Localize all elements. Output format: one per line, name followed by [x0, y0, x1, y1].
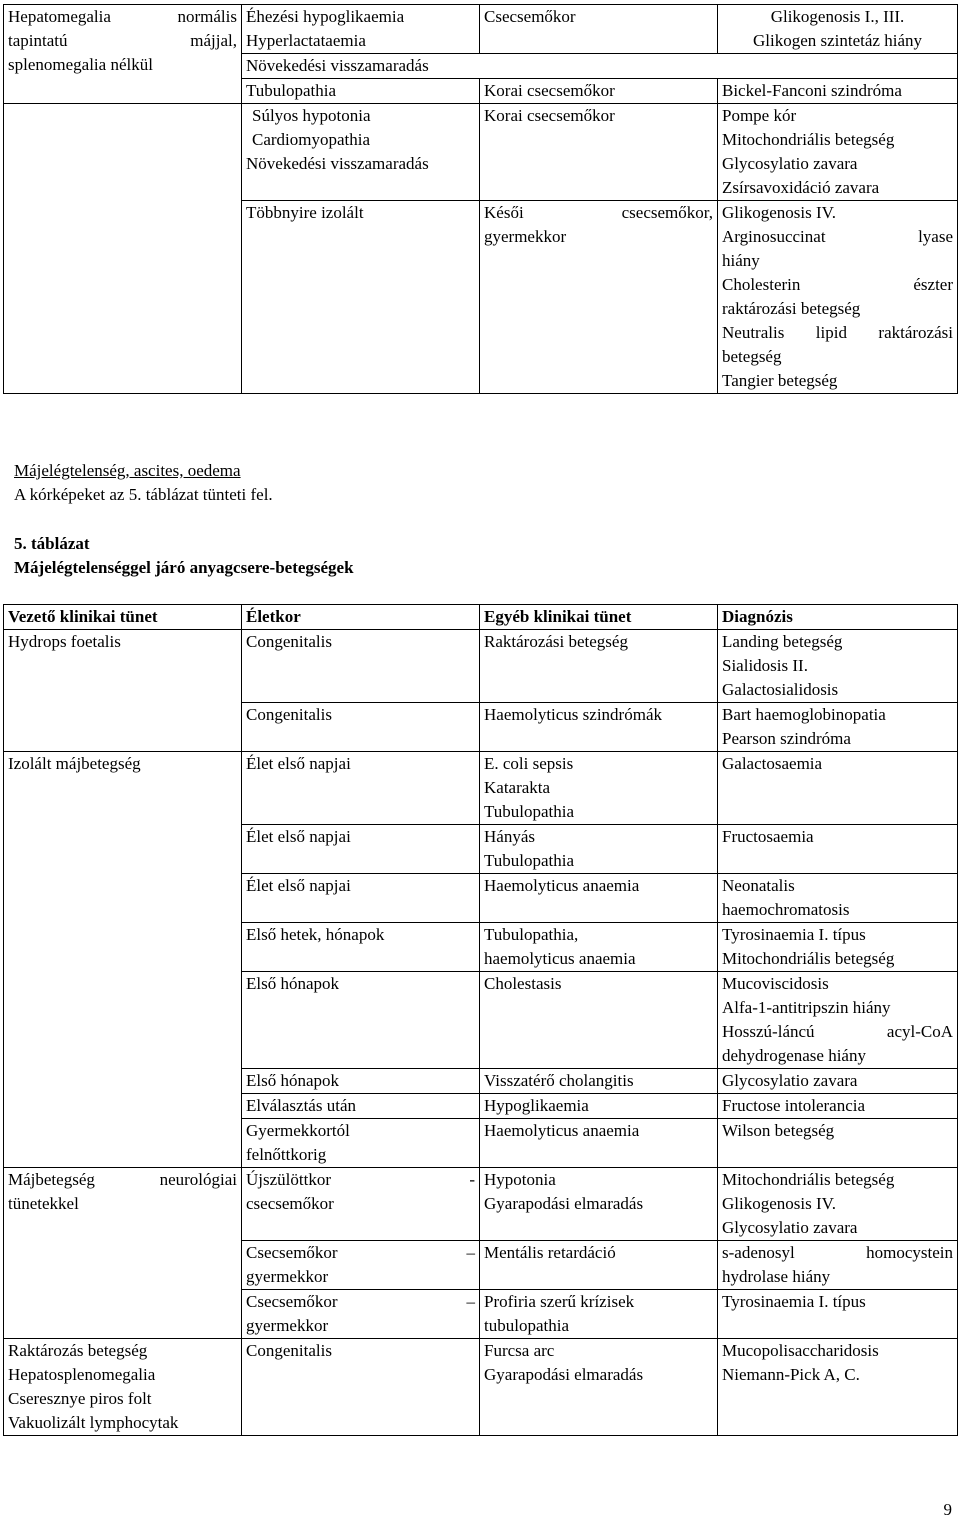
table-cell: Furcsa arc Gyarapodási elmaradás — [480, 1339, 718, 1436]
table-cell: Csecsemőkor – gyermekkor — [242, 1290, 480, 1339]
column-header: Vezető klinikai tünet — [4, 605, 242, 630]
table-cell: Csecsemőkor – gyermekkor — [242, 1241, 480, 1290]
table-cell: Késői csecsemőkor, gyermekkor — [480, 201, 718, 394]
table-cell: Hypotonia Gyarapodási elmaradás — [480, 1168, 718, 1241]
table-cell: Hypoglikaemia — [480, 1094, 718, 1119]
table-cell: Congenitalis — [242, 703, 480, 752]
table-cell: Haemolyticus szindrómák — [480, 703, 718, 752]
table-cell: Tubulopathia — [242, 79, 480, 104]
table-cell: Glikogenosis I., III. Glikogen szintetáz hiány — [718, 5, 958, 54]
top-table — [3, 4, 958, 104]
table-row — [4, 752, 958, 825]
table-cell: Bickel-Fanconi szindróma — [718, 79, 958, 104]
table-header-row — [4, 605, 958, 630]
table-cell: Fructose intolerancia — [718, 1094, 958, 1119]
table-cell: Tyrosinaemia I. típus Mitochondriális betegség — [718, 923, 958, 972]
table-cell: Fructosaemia — [718, 825, 958, 874]
table-row — [4, 1168, 958, 1241]
table-cell: Gyermekkortól felnőttkorig — [242, 1119, 480, 1168]
table-cell: Mucopolisaccharidosis Niemann-Pick A, C. — [718, 1339, 958, 1436]
table-cell: Pompe kór Mitochondriális betegség Glycosylatio zavara Zsírsavoxidáció zavara — [718, 104, 958, 201]
table-cell: Hepatomegalia normális tapintatú májjal, splenomegalia nélkül — [4, 5, 242, 104]
table-title: Májelégtelenséggel járó anyagcsere-betegségek — [14, 558, 354, 577]
table-row — [4, 630, 958, 703]
section-heading: Májelégtelenség, ascites, oedema — [14, 461, 241, 480]
table-cell: Raktározás betegség Hepatosplenomegalia Cseresznye piros folt Vakuolizált lymphocytak — [4, 1339, 242, 1436]
table-cell: Csecsemőkor — [480, 5, 718, 54]
table-cell: Raktározási betegség — [480, 630, 718, 703]
table-cell: Élet első napjai — [242, 825, 480, 874]
column-header: Egyéb klinikai tünet — [480, 605, 718, 630]
table-cell: Hydrops foetalis — [4, 630, 242, 752]
table-cell: Súlyos hypotonia Cardiomyopathia Növekedési visszamaradás — [242, 104, 480, 201]
table-cell: Landing betegség Sialidosis II. Galactosialidosis — [718, 630, 958, 703]
table-cell: Májbetegség neurológiai tünetekkel — [4, 1168, 242, 1339]
table-cell: Neonatalis haemochromatosis — [718, 874, 958, 923]
table-cell: Izolált májbetegség — [4, 752, 242, 1168]
section-intro: A kórképeket az 5. táblázat tünteti fel. — [14, 485, 273, 504]
table-cell: Glikogenosis IV. Arginosuccinat lyase hiány Cholesterin észter raktározási betegség Neutralis lipid raktározási betegség Tangier betegség — [718, 201, 958, 394]
table-cell: Elválasztás után — [242, 1094, 480, 1119]
table-cell: Congenitalis — [242, 1339, 480, 1436]
table-cell — [4, 104, 242, 394]
table-cell: Mitochondriális betegség Glikogenosis IV. Glycosylatio zavara — [718, 1168, 958, 1241]
table-cell: Éhezési hypoglikaemia Hyperlactataemia — [242, 5, 480, 54]
table-cell: Első hónapok — [242, 1069, 480, 1094]
table-row — [4, 1339, 958, 1436]
table-cell: Tubulopathia, haemolyticus anaemia — [480, 923, 718, 972]
column-header: Életkor — [242, 605, 480, 630]
table-cell: Visszatérő cholangitis — [480, 1069, 718, 1094]
table-cell: Wilson betegség — [718, 1119, 958, 1168]
table-cell: Glycosylatio zavara — [718, 1069, 958, 1094]
column-header: Diagnózis — [718, 605, 958, 630]
table-number: 5. táblázat — [14, 534, 90, 553]
table-cell: Mucoviscidosis Alfa-1-antitripszin hiány Hosszú-láncú acyl-CoA dehydrogenase hiány — [718, 972, 958, 1069]
table-cell: Első hetek, hónapok — [242, 923, 480, 972]
table-cell: Élet első napjai — [242, 752, 480, 825]
table-5 — [3, 604, 958, 1436]
table-row — [4, 5, 958, 54]
page-number: 9 — [943, 1500, 952, 1519]
table-cell: Újszülöttkor - csecsemőkor — [242, 1168, 480, 1241]
table-cell: Profiria szerű krízisek tubulopathia — [480, 1290, 718, 1339]
table-cell: Élet első napjai — [242, 874, 480, 923]
top-table-lower — [3, 103, 958, 394]
table-cell: Korai csecsemőkor — [480, 79, 718, 104]
table-cell: Congenitalis — [242, 630, 480, 703]
table-row — [4, 104, 958, 201]
table-cell: Galactosaemia — [718, 752, 958, 825]
table-cell: s-adenosyl homocystein hydrolase hiány — [718, 1241, 958, 1290]
table-cell: Bart haemoglobinopatia Pearson szindróma — [718, 703, 958, 752]
table-cell: Mentális retardáció — [480, 1241, 718, 1290]
table-cell: Cholestasis — [480, 972, 718, 1069]
table-cell: Haemolyticus anaemia — [480, 874, 718, 923]
table-cell: Hányás Tubulopathia — [480, 825, 718, 874]
table-cell: Többnyire izolált — [242, 201, 480, 394]
table-cell: Növekedési visszamaradás — [242, 54, 958, 79]
table-cell: Korai csecsemőkor — [480, 104, 718, 201]
table-cell: Tyrosinaemia I. típus — [718, 1290, 958, 1339]
table-cell: Haemolyticus anaemia — [480, 1119, 718, 1168]
table-cell: E. coli sepsis Katarakta Tubulopathia — [480, 752, 718, 825]
table-cell: Első hónapok — [242, 972, 480, 1069]
